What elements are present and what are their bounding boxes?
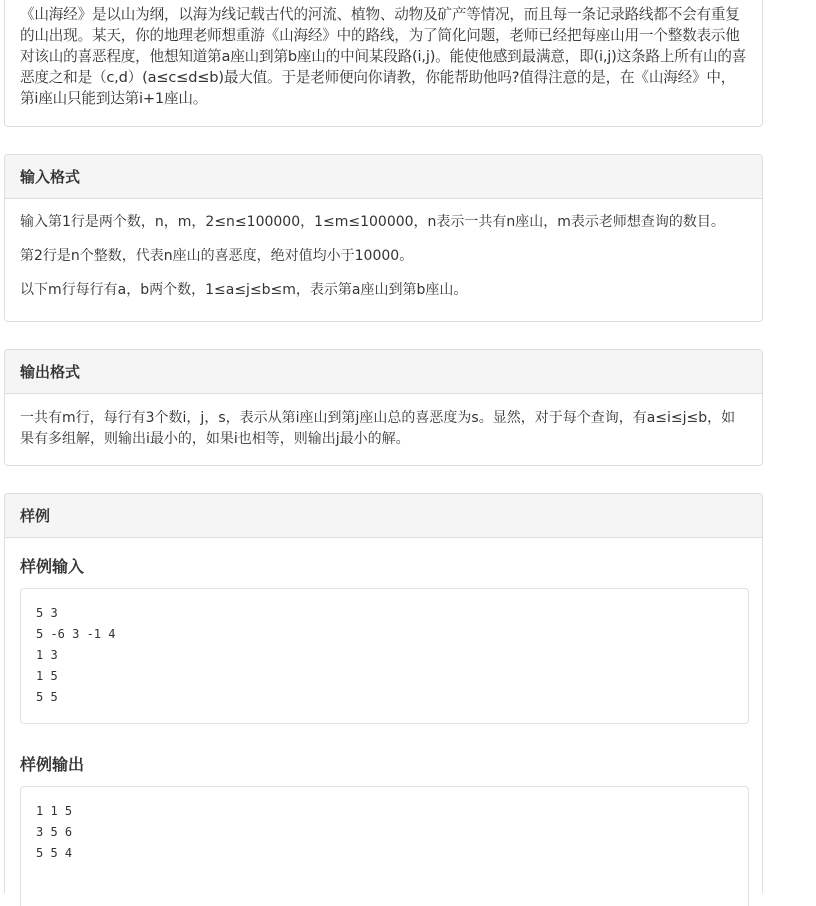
problem-description-text: 《山海经》是以山为纲，以海为线记载古代的河流、植物、动物及矿产等情况，而且每一条记录路线都不会有重复的山出现。某天，你的地理老师想重游《山海经》中的路线，为了简化问题，老师已经把每座山用一个整数表示他对该山的喜恶程度，他想知道第a座山到第b座山的中间某段路(i,j)。能使他感到最满意，即(i,j)这条路上所有山的喜恶度之和是（c,d）(a≤c≤d≤b)最大值。于是老师便向你请教，你能帮助他吗?值得注意的是，在《山海经》中，第i座山只能到达第i+1座山。	[20, 6, 747, 107]
input-format-body	[5, 199, 762, 323]
sample-panel	[4, 493, 763, 893]
input-format-line-1: 输入第1行是两个数，n，m，2≤n≤100000，1≤m≤100000，n表示一共有n座山，m表示老师想查询的数目。	[20, 214, 725, 230]
input-format-line-3: 以下m行每行有a，b两个数，1≤a≤j≤b≤m，表示第a座山到第b座山。	[20, 282, 468, 298]
input-format-panel	[4, 154, 763, 322]
problem-description-panel	[4, 0, 763, 127]
output-format-text: 一共有m行，每行有3个数i，j，s，表示从第i座山到第j座山总的喜恶度为s。显然，对于每个查询，有a≤i≤j≤b，如果有多组解，则输出i最小的，如果i也相等，则输出j最小的解。	[20, 410, 736, 447]
output-format-heading: 输出格式	[5, 350, 762, 394]
sample-heading: 样例	[5, 494, 762, 538]
input-format-heading: 输入格式	[5, 155, 762, 199]
sample-output-code[interactable]: 1 1 5 3 5 6 5 5 4	[20, 786, 749, 906]
sample-output-title: 样例输出	[20, 755, 85, 774]
sample-input-code[interactable]: 5 3 5 -6 3 -1 4 1 3 1 5 5 5	[20, 588, 749, 724]
problem-description-body	[5, 0, 762, 129]
output-format-body	[5, 394, 762, 470]
sample-input-title: 样例输入	[20, 557, 85, 576]
input-format-line-2: 第2行是n个整数，代表n座山的喜恶度，绝对值均小于10000。	[20, 248, 414, 264]
output-format-panel	[4, 349, 763, 466]
